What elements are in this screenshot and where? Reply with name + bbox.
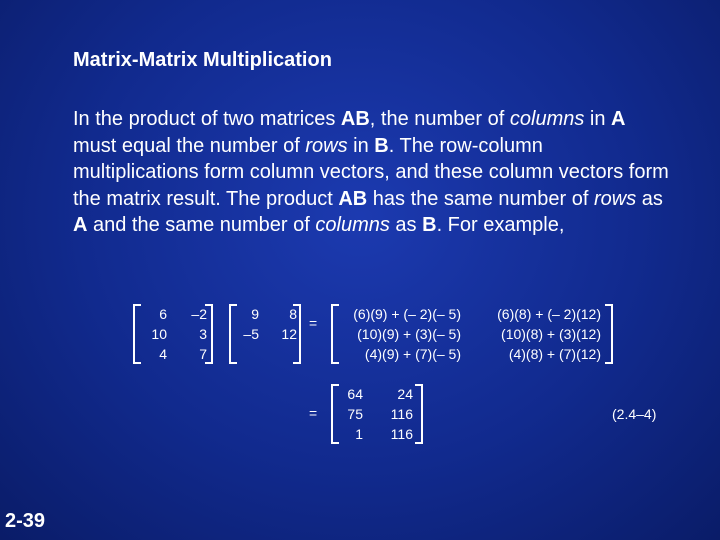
matrix-cell: 9 [251, 306, 259, 322]
bold-text: AB [340, 108, 370, 130]
text-run: . The row-column multiplications form column vectors, and these column vectors form the matrix result. The product [73, 134, 669, 210]
matrix-expanded [331, 304, 613, 364]
matrix-cell: (6)(8) + (– 2)(12) [497, 306, 601, 322]
right-bracket [205, 304, 213, 364]
matrix-row [145, 324, 207, 344]
matrix-cell: (4)(9) + (7)(– 5) [364, 346, 461, 362]
matrix-row [341, 424, 413, 444]
matrix-row [241, 324, 297, 344]
slide-number: 2-39 [5, 510, 46, 532]
text-run: as [389, 214, 423, 236]
right-bracket [293, 304, 301, 364]
matrix-row [145, 304, 207, 324]
matrix-cell: –5 [243, 326, 259, 342]
text-run: has the same number of [367, 187, 594, 210]
matrix-row [241, 304, 297, 324]
left-bracket [331, 384, 339, 444]
matrix-row [339, 304, 601, 324]
right-bracket [415, 384, 423, 444]
italic-text: rows [594, 187, 637, 210]
matrix-cell: (6)(9) + (– 2)(– 5) [353, 306, 461, 322]
matrix-cell: (4)(8) + (7)(12) [508, 346, 601, 362]
matrix-cell: 10 [151, 326, 167, 342]
right-bracket [605, 304, 613, 364]
matrix-row [339, 344, 601, 364]
matrix-cell: (10)(8) + (3)(12) [501, 326, 601, 342]
matrix-cell: 64 [347, 386, 363, 402]
matrix-cell: 116 [390, 406, 413, 422]
bold-text: AB [338, 187, 368, 210]
matrix-row [341, 384, 413, 404]
matrix-cell: 8 [289, 306, 297, 322]
text-run: . For example, [436, 214, 565, 236]
matrix-expanded-body [339, 304, 601, 364]
left-bracket [331, 304, 339, 364]
left-bracket [133, 304, 141, 364]
text-run: in [347, 134, 375, 157]
bold-text: B [374, 134, 389, 157]
matrix-cell: 24 [397, 386, 413, 402]
matrix-b-body [241, 304, 297, 344]
text-run: in [584, 108, 612, 130]
matrix-row [341, 404, 413, 424]
bold-text: A [611, 108, 626, 130]
italic-text: rows [305, 134, 348, 157]
matrix-b [229, 304, 301, 364]
matrix-result [331, 384, 423, 444]
bold-text: B [422, 214, 437, 236]
matrix-a-body [145, 304, 207, 364]
italic-text: columns [509, 108, 585, 130]
equals-sign: = [309, 405, 318, 421]
matrix-cell: 3 [199, 326, 207, 342]
matrix-cell: 7 [199, 346, 207, 362]
matrix-a [133, 304, 213, 364]
matrix-cell: 4 [159, 346, 167, 362]
italic-text: columns [315, 214, 390, 236]
matrix-cell: 6 [159, 306, 167, 322]
matrix-result-body [341, 384, 413, 444]
text-run: and the same number of [87, 214, 316, 236]
equation-number: (2.4–4) [612, 406, 657, 422]
matrix-cell: –2 [191, 306, 207, 322]
equals-sign: = [309, 315, 318, 331]
matrix-cell: 116 [390, 426, 413, 442]
text-run: , the number of [369, 108, 510, 130]
text-run: must equal the number of [73, 134, 306, 157]
matrix-cell: 1 [355, 426, 363, 442]
matrix-cell: 75 [347, 406, 363, 422]
matrix-cell: (10)(9) + (3)(– 5) [357, 326, 461, 342]
matrix-cell: 12 [281, 326, 297, 342]
matrix-row [145, 344, 207, 364]
slide-title: Matrix-Matrix Multiplication [73, 49, 332, 71]
text-run: as [636, 187, 663, 210]
body-paragraph [73, 106, 673, 239]
text-run: In the product of two matrices [73, 108, 341, 130]
left-bracket [229, 304, 237, 364]
matrix-row [339, 324, 601, 344]
bold-text: A [73, 214, 88, 236]
